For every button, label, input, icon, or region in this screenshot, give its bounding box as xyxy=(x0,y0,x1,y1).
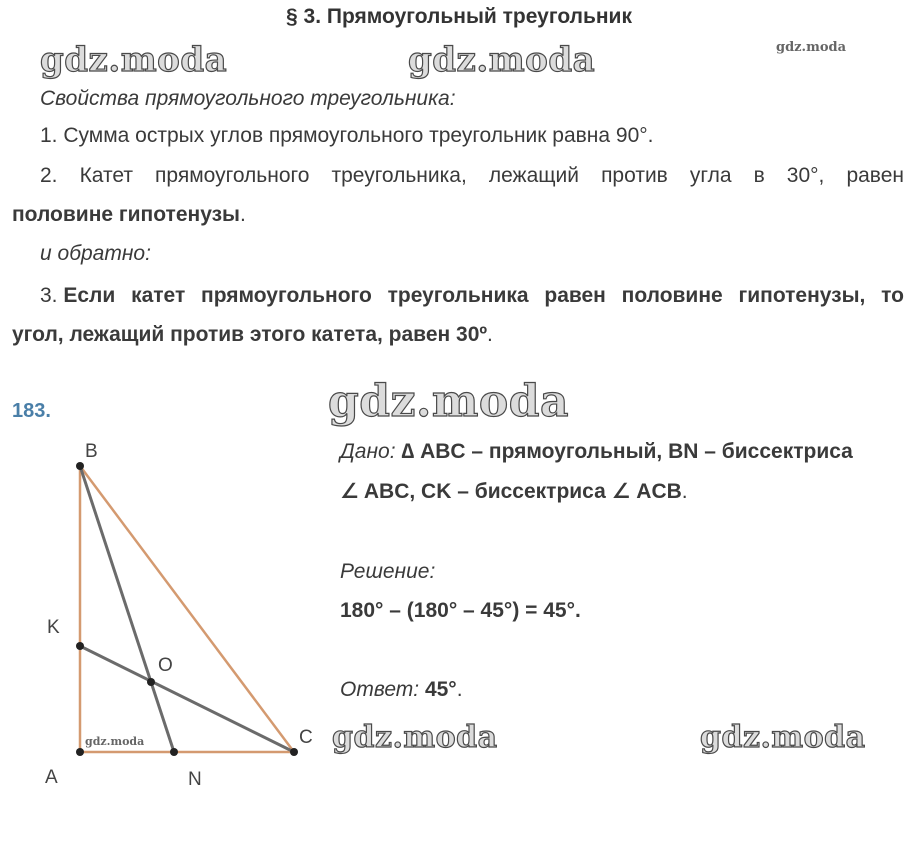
watermark: gdz.moda xyxy=(700,720,866,755)
point-n xyxy=(170,748,178,756)
answer: Ответ: 45°. xyxy=(340,678,463,701)
properties-heading: Свойства прямоугольного треугольника: xyxy=(40,87,456,110)
point-o xyxy=(147,678,155,686)
property-2-bold: половине гипотенузы xyxy=(12,203,240,226)
given-line1: Дано: ∆ ABC – прямоугольный, BN – биссектриса xyxy=(340,440,853,463)
label-a: A xyxy=(45,767,58,788)
solution: 180° – (180° – 45°) = 45°. xyxy=(340,599,581,622)
side-bc xyxy=(80,466,294,752)
label-n: N xyxy=(188,769,202,790)
point-k xyxy=(76,642,84,650)
point-c xyxy=(290,748,298,756)
watermark: gdz.moda xyxy=(408,40,596,80)
watermark: gdz.moda xyxy=(85,735,145,748)
property-2-line2: половине гипотенузы. xyxy=(12,203,246,226)
watermark: gdz.moda xyxy=(332,720,498,755)
watermark: gdz.moda xyxy=(776,40,847,55)
problem-number: 183. xyxy=(12,400,51,422)
point-a xyxy=(76,748,84,756)
label-b: B xyxy=(85,441,98,462)
label-c: C xyxy=(299,727,313,748)
conversely-label: и обратно: xyxy=(40,242,151,265)
watermark: gdz.moda xyxy=(40,40,228,80)
point-b xyxy=(76,462,84,470)
property-2-line1: 2. Катет прямоугольного треугольника, лежащий против угла в 30°, равен xyxy=(40,164,904,187)
page-title: § 3. Прямоугольный треугольник xyxy=(286,5,632,28)
property-1: 1. Сумма острых углов прямоугольного треугольник равна 90°. xyxy=(40,124,654,147)
solution-label: Решение: xyxy=(340,560,436,583)
given-line2: ∠ ABC, CK – биссектриса ∠ ACB. xyxy=(340,480,688,503)
bisector-bn xyxy=(80,466,174,752)
watermark: gdz.moda xyxy=(328,376,570,427)
property-3-line1: 3. Если катет прямоугольного треугольника равен половине гипотенузы, то xyxy=(40,284,904,307)
property-3-line2: угол, лежащий против этого катета, равен 30º. xyxy=(12,323,493,346)
label-k: K xyxy=(47,617,60,638)
label-o: O xyxy=(158,655,173,676)
